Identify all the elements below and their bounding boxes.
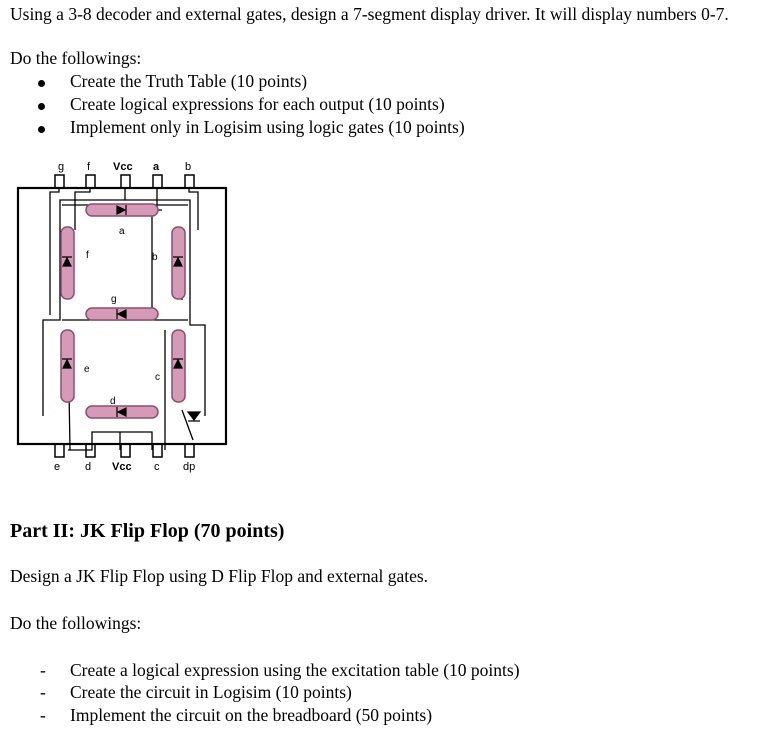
dash-bullet-icon: - bbox=[40, 660, 46, 680]
part2-task: Implement the circuit on the breadboard (50 points) bbox=[70, 705, 433, 725]
top-pin-label: Vcc bbox=[113, 161, 133, 173]
part2-task: Create the circuit in Logisim (10 points) bbox=[70, 682, 352, 702]
bottom-pin-label: dp bbox=[183, 461, 196, 473]
segment-label: e bbox=[84, 364, 90, 375]
top-pin-label: g bbox=[58, 161, 65, 173]
dash-bullet-icon: - bbox=[40, 705, 46, 725]
segment-label: g bbox=[111, 294, 117, 305]
part2-do-heading: Do the followings: bbox=[10, 613, 142, 633]
dash-bullet-icon: - bbox=[40, 682, 46, 702]
part1-task: Create the Truth Table (10 points) bbox=[70, 71, 308, 91]
segment-label: b bbox=[152, 252, 158, 263]
bottom-pin-label: d bbox=[85, 461, 92, 473]
part2-heading: Part II: JK Flip Flop (70 points) bbox=[10, 520, 285, 542]
segment-label: f bbox=[86, 250, 89, 261]
top-pins bbox=[55, 175, 194, 188]
part1-do-heading: Do the followings: bbox=[10, 48, 142, 68]
dp-diode-icon bbox=[188, 412, 200, 421]
top-pin-label: f bbox=[87, 161, 91, 173]
part2-task: Create a logical expression using the excitation table (10 points) bbox=[70, 660, 520, 680]
bottom-pin-label: c bbox=[154, 461, 160, 473]
segment-label: a bbox=[119, 226, 125, 237]
part2-intro: Design a JK Flip Flop using D Flip Flop and external gates. bbox=[10, 566, 429, 586]
part1-task: Implement only in Logisim using logic gates (10 points) bbox=[70, 117, 465, 137]
top-pin-label: a bbox=[153, 161, 160, 173]
segment-label: c bbox=[155, 372, 160, 383]
bottom-pin-label: e bbox=[54, 461, 61, 473]
bottom-pin-label: Vcc bbox=[112, 461, 132, 473]
bullet-icon bbox=[38, 103, 45, 110]
segment-label: d bbox=[110, 396, 116, 407]
bullet-icon bbox=[38, 126, 45, 133]
top-pin-label: b bbox=[185, 161, 192, 173]
part1-task: Create logical expressions for each output (10 points) bbox=[70, 94, 445, 114]
bullet-icon bbox=[38, 80, 45, 87]
seven-segment-diagram bbox=[0, 150, 240, 480]
part1-intro: Using a 3-8 decoder and external gates, design a 7-segment display driver. It will display numbers 0-7. bbox=[10, 4, 729, 24]
